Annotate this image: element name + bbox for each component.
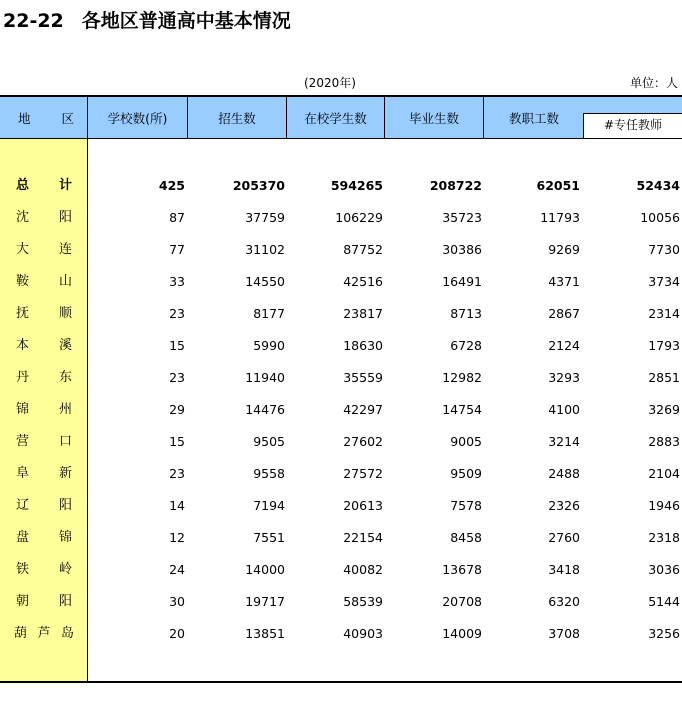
cell-staff: 6320	[548, 594, 580, 609]
cell-graduates: 12982	[442, 370, 482, 385]
cell-staff: 2124	[548, 338, 580, 353]
cell-enrollment: 11940	[245, 370, 285, 385]
cell-students: 18630	[343, 338, 383, 353]
cell-students: 22154	[343, 530, 383, 545]
table-row	[0, 554, 682, 586]
table-row	[0, 362, 682, 394]
cell-staff: 3418	[548, 562, 580, 577]
cell-graduates: 35723	[442, 210, 482, 225]
cell-students: 40903	[343, 626, 383, 641]
cell-teachers: 2104	[648, 466, 680, 481]
column-header-schools: 学校数(所)	[107, 111, 168, 126]
cell-staff: 2760	[548, 530, 580, 545]
cell-staff: 11793	[540, 210, 580, 225]
cell-schools: 20	[169, 626, 185, 641]
cell-teachers: 1946	[648, 498, 680, 513]
cell-teachers: 3734	[648, 274, 680, 289]
table-row	[0, 618, 682, 650]
table-number: 22-22	[3, 10, 64, 32]
cell-enrollment: 31102	[245, 242, 285, 257]
cell-enrollment: 14000	[245, 562, 285, 577]
cell-teachers: 2314	[648, 306, 680, 321]
region-name: 锦 州	[16, 402, 72, 417]
table-row	[0, 426, 682, 458]
cell-students: 42297	[343, 402, 383, 417]
column-header-full-time-teachers: #专任教师	[583, 113, 682, 138]
unit-label: 单位：人	[629, 76, 678, 90]
region-name: 铁 岭	[16, 562, 72, 577]
cell-students: 87752	[343, 242, 383, 257]
cell-enrollment: 14476	[245, 402, 285, 417]
table-row	[0, 234, 682, 266]
cell-students: 20613	[343, 498, 383, 513]
cell-enrollment: 5990	[253, 338, 285, 353]
region-name: 阜 新	[16, 466, 72, 481]
cell-students: 594265	[330, 178, 383, 193]
column-header-graduates: 毕业生数	[408, 111, 459, 126]
cell-enrollment: 205370	[232, 178, 285, 193]
region-name: 辽 阳	[16, 498, 72, 513]
year-note: (2020年)	[304, 76, 356, 90]
cell-graduates: 9509	[450, 466, 482, 481]
cell-teachers: 2318	[648, 530, 680, 545]
cell-teachers: 2883	[648, 434, 680, 449]
table-row	[0, 458, 682, 490]
cell-schools: 23	[169, 370, 185, 385]
cell-staff: 2488	[548, 466, 580, 481]
table-row	[0, 298, 682, 330]
cell-students: 58539	[343, 594, 383, 609]
cell-schools: 15	[169, 434, 185, 449]
cell-graduates: 20708	[442, 594, 482, 609]
cell-graduates: 9005	[450, 434, 482, 449]
cell-graduates: 16491	[442, 274, 482, 289]
cell-staff: 9269	[548, 242, 580, 257]
region-name: 盘 锦	[16, 530, 72, 545]
region-name: 抚 顺	[16, 306, 72, 321]
cell-enrollment: 9505	[253, 434, 285, 449]
cell-staff: 4371	[548, 274, 580, 289]
cell-schools: 23	[169, 466, 185, 481]
cell-students: 42516	[343, 274, 383, 289]
table-row	[0, 522, 682, 554]
cell-enrollment: 37759	[245, 210, 285, 225]
cell-graduates: 14754	[442, 402, 482, 417]
region-name: 朝 阳	[16, 594, 72, 609]
cell-schools: 14	[169, 498, 185, 513]
cell-schools: 12	[169, 530, 185, 545]
cell-staff: 2326	[548, 498, 580, 513]
cell-staff: 62051	[536, 178, 580, 193]
cell-teachers: 3036	[648, 562, 680, 577]
table-row-total	[0, 170, 682, 202]
cell-enrollment: 8177	[253, 306, 285, 321]
region-name: 丹 东	[16, 370, 72, 385]
cell-schools: 23	[169, 306, 185, 321]
cell-graduates: 208722	[429, 178, 482, 193]
region-name: 鞍 山	[16, 274, 72, 289]
cell-schools: 77	[169, 242, 185, 257]
cell-teachers: 5144	[648, 594, 680, 609]
cell-staff: 3214	[548, 434, 580, 449]
cell-schools: 87	[169, 210, 185, 225]
column-header-students: 在校学生数	[304, 111, 367, 126]
cell-schools: 24	[169, 562, 185, 577]
cell-enrollment: 9558	[253, 466, 285, 481]
cell-graduates: 8458	[450, 530, 482, 545]
table-row	[0, 490, 682, 522]
cell-enrollment: 19717	[245, 594, 285, 609]
region-name: 大 连	[16, 242, 72, 257]
table-row	[0, 202, 682, 234]
cell-staff: 2867	[548, 306, 580, 321]
cell-enrollment: 7551	[253, 530, 285, 545]
column-header-staff: 教职工数	[508, 111, 559, 126]
column-header-enrollment: 招生数	[218, 111, 256, 126]
cell-enrollment: 14550	[245, 274, 285, 289]
cell-staff: 3708	[548, 626, 580, 641]
region-name: 营 口	[16, 434, 72, 449]
cell-students: 23817	[343, 306, 383, 321]
cell-teachers: 10056	[640, 210, 680, 225]
cell-enrollment: 13851	[245, 626, 285, 641]
cell-schools: 29	[169, 402, 185, 417]
cell-teachers: 2851	[648, 370, 680, 385]
cell-schools: 30	[169, 594, 185, 609]
cell-graduates: 6728	[450, 338, 482, 353]
cell-teachers: 52434	[636, 178, 680, 193]
header-top-rule	[0, 95, 682, 97]
cell-graduates: 30386	[442, 242, 482, 257]
cell-schools: 33	[169, 274, 185, 289]
table-title-text: 各地区普通高中基本情况	[81, 10, 291, 32]
cell-students: 27602	[343, 434, 383, 449]
cell-teachers: 3256	[648, 626, 680, 641]
cell-graduates: 8713	[450, 306, 482, 321]
cell-graduates: 14009	[442, 626, 482, 641]
cell-schools: 425	[158, 178, 185, 193]
table-row	[0, 394, 682, 426]
cell-enrollment: 7194	[253, 498, 285, 513]
cell-students: 27572	[343, 466, 383, 481]
cell-staff: 3293	[548, 370, 580, 385]
region-name: 本 溪	[16, 338, 72, 353]
table-title	[3, 6, 291, 33]
cell-graduates: 13678	[442, 562, 482, 577]
region-name: 葫 芦 岛	[14, 626, 74, 641]
cell-teachers: 1793	[648, 338, 680, 353]
cell-students: 106229	[335, 210, 383, 225]
cell-teachers: 3269	[648, 402, 680, 417]
cell-teachers: 7730	[648, 242, 680, 257]
cell-students: 40082	[343, 562, 383, 577]
table-row	[0, 266, 682, 298]
table-row	[0, 586, 682, 618]
cell-students: 35559	[343, 370, 383, 385]
cell-graduates: 7578	[450, 498, 482, 513]
region-name: 沈 阳	[16, 210, 72, 225]
cell-schools: 15	[169, 338, 185, 353]
column-header-region: 地 区	[18, 111, 74, 126]
header-bottom-rule	[0, 138, 682, 139]
cell-staff: 4100	[548, 402, 580, 417]
table-row	[0, 330, 682, 362]
region-name: 总 计	[16, 178, 72, 193]
table-bottom-rule	[0, 681, 682, 683]
